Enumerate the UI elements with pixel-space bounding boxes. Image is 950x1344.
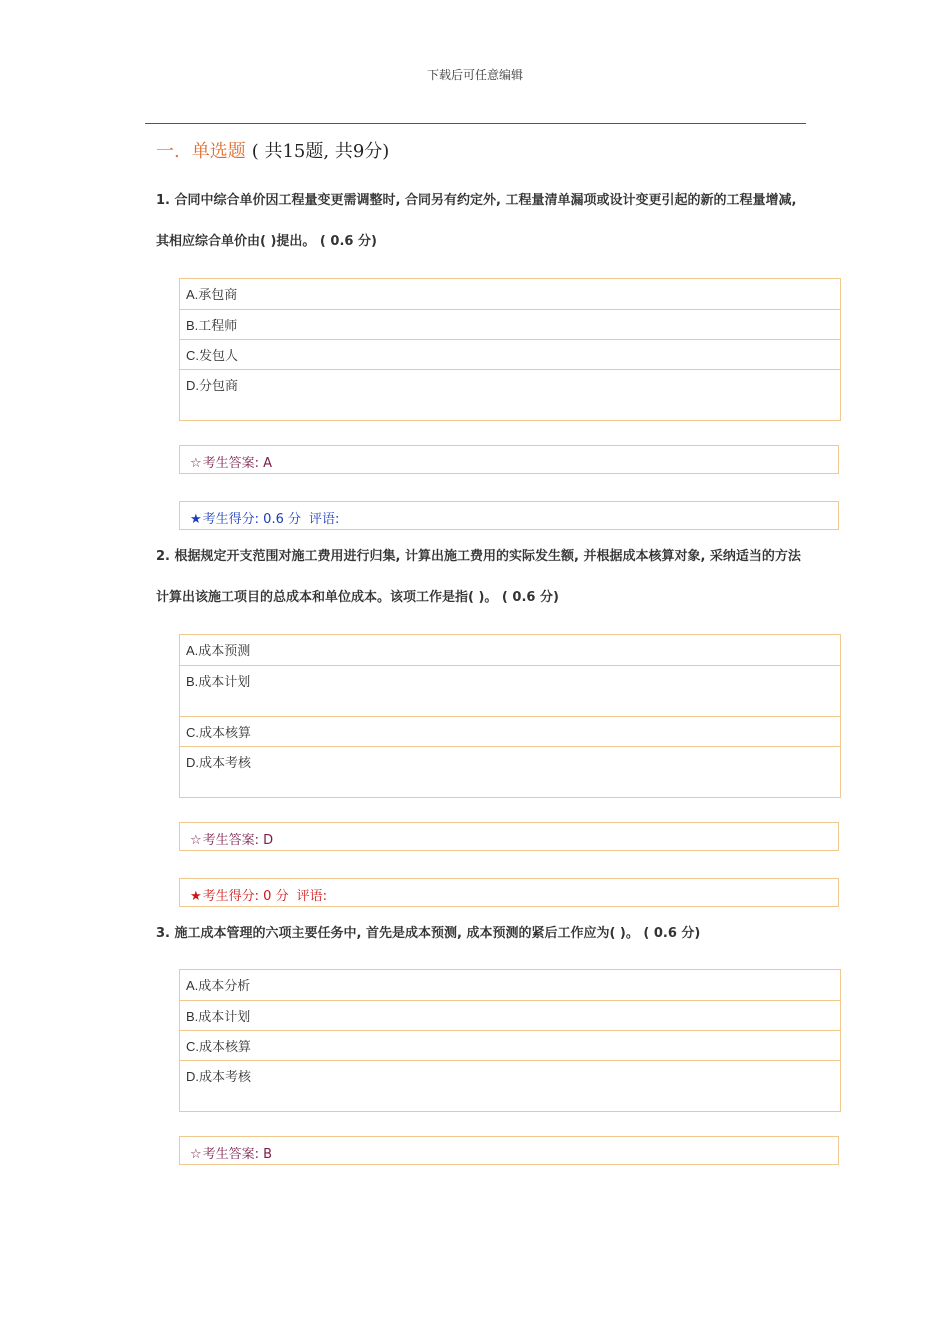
- option-a[interactable]: A.成本分析: [186, 978, 251, 994]
- option-a[interactable]: A.承包商: [186, 287, 238, 303]
- hollow-star-icon: ☆: [190, 456, 202, 471]
- comment-label: 评语:: [296, 889, 327, 904]
- question-3-answer: [179, 1136, 839, 1165]
- option-d[interactable]: D.成本考核: [180, 746, 840, 797]
- answer-text: 考生答案: B: [202, 1147, 273, 1162]
- option-c[interactable]: C.成本核算: [180, 1030, 840, 1060]
- section-number: 一.: [156, 141, 180, 162]
- section-meta: ( 共15题, 共9分): [251, 141, 390, 162]
- question-1-score: [179, 501, 839, 530]
- option-d[interactable]: D.分包商: [180, 369, 840, 420]
- answer-text: 考生答案: A: [202, 456, 273, 471]
- answer-text: 考生答案: D: [202, 833, 274, 848]
- header-divider: [145, 123, 806, 124]
- question-1-answer: [179, 445, 839, 474]
- question-2-options: [179, 634, 841, 798]
- question-2-text: 2. 根据规定开支范围对施工费用进行归集, 计算出施工费用的实际发生额, 并根据成本核算对象, 采纳适当的方法计算出该施工项目的总成本和单位成本。该项工作是指( )。 ( 0.6 分): [156, 549, 801, 605]
- score-text: 考生得分: 0.6 分: [202, 512, 301, 527]
- option-c[interactable]: C.成本核算: [180, 716, 840, 746]
- score-text: 考生得分: 0 分: [202, 889, 289, 904]
- option-b[interactable]: B.成本计划: [180, 1000, 840, 1030]
- question-2-answer: [179, 822, 839, 851]
- question-3-options: [179, 969, 841, 1112]
- comment-label: 评语:: [308, 512, 340, 527]
- option-b[interactable]: B.成本计划: [180, 665, 840, 716]
- hollow-star-icon: ☆: [190, 833, 202, 848]
- option-c[interactable]: C.发包人: [180, 339, 840, 369]
- option-d[interactable]: D.成本考核: [180, 1060, 840, 1111]
- question-1-text: 1. 合同中综合单价因工程量变更需调整时, 合同另有约定外, 工程量清单漏项或设计变更引起的新的工程量增减, 其相应综合单价由( )提出。 ( 0.6 分): [156, 193, 797, 249]
- filled-star-icon: ★: [190, 512, 202, 527]
- option-b[interactable]: B.工程师: [180, 309, 840, 339]
- question-1-options: [179, 278, 841, 421]
- page-header: 下载后可任意编辑: [426, 68, 523, 82]
- hollow-star-icon: ☆: [190, 1147, 202, 1162]
- question-3-text: 3. 施工成本管理的六项主要任务中, 首先是成本预测, 成本预测的紧后工作应为( )。 ( 0.6 分): [156, 926, 701, 941]
- section-title: [156, 137, 389, 163]
- section-name: 单选题: [191, 141, 246, 162]
- filled-star-icon: ★: [190, 889, 202, 904]
- question-2-score: [179, 878, 839, 907]
- option-a[interactable]: A.成本预测: [186, 643, 251, 659]
